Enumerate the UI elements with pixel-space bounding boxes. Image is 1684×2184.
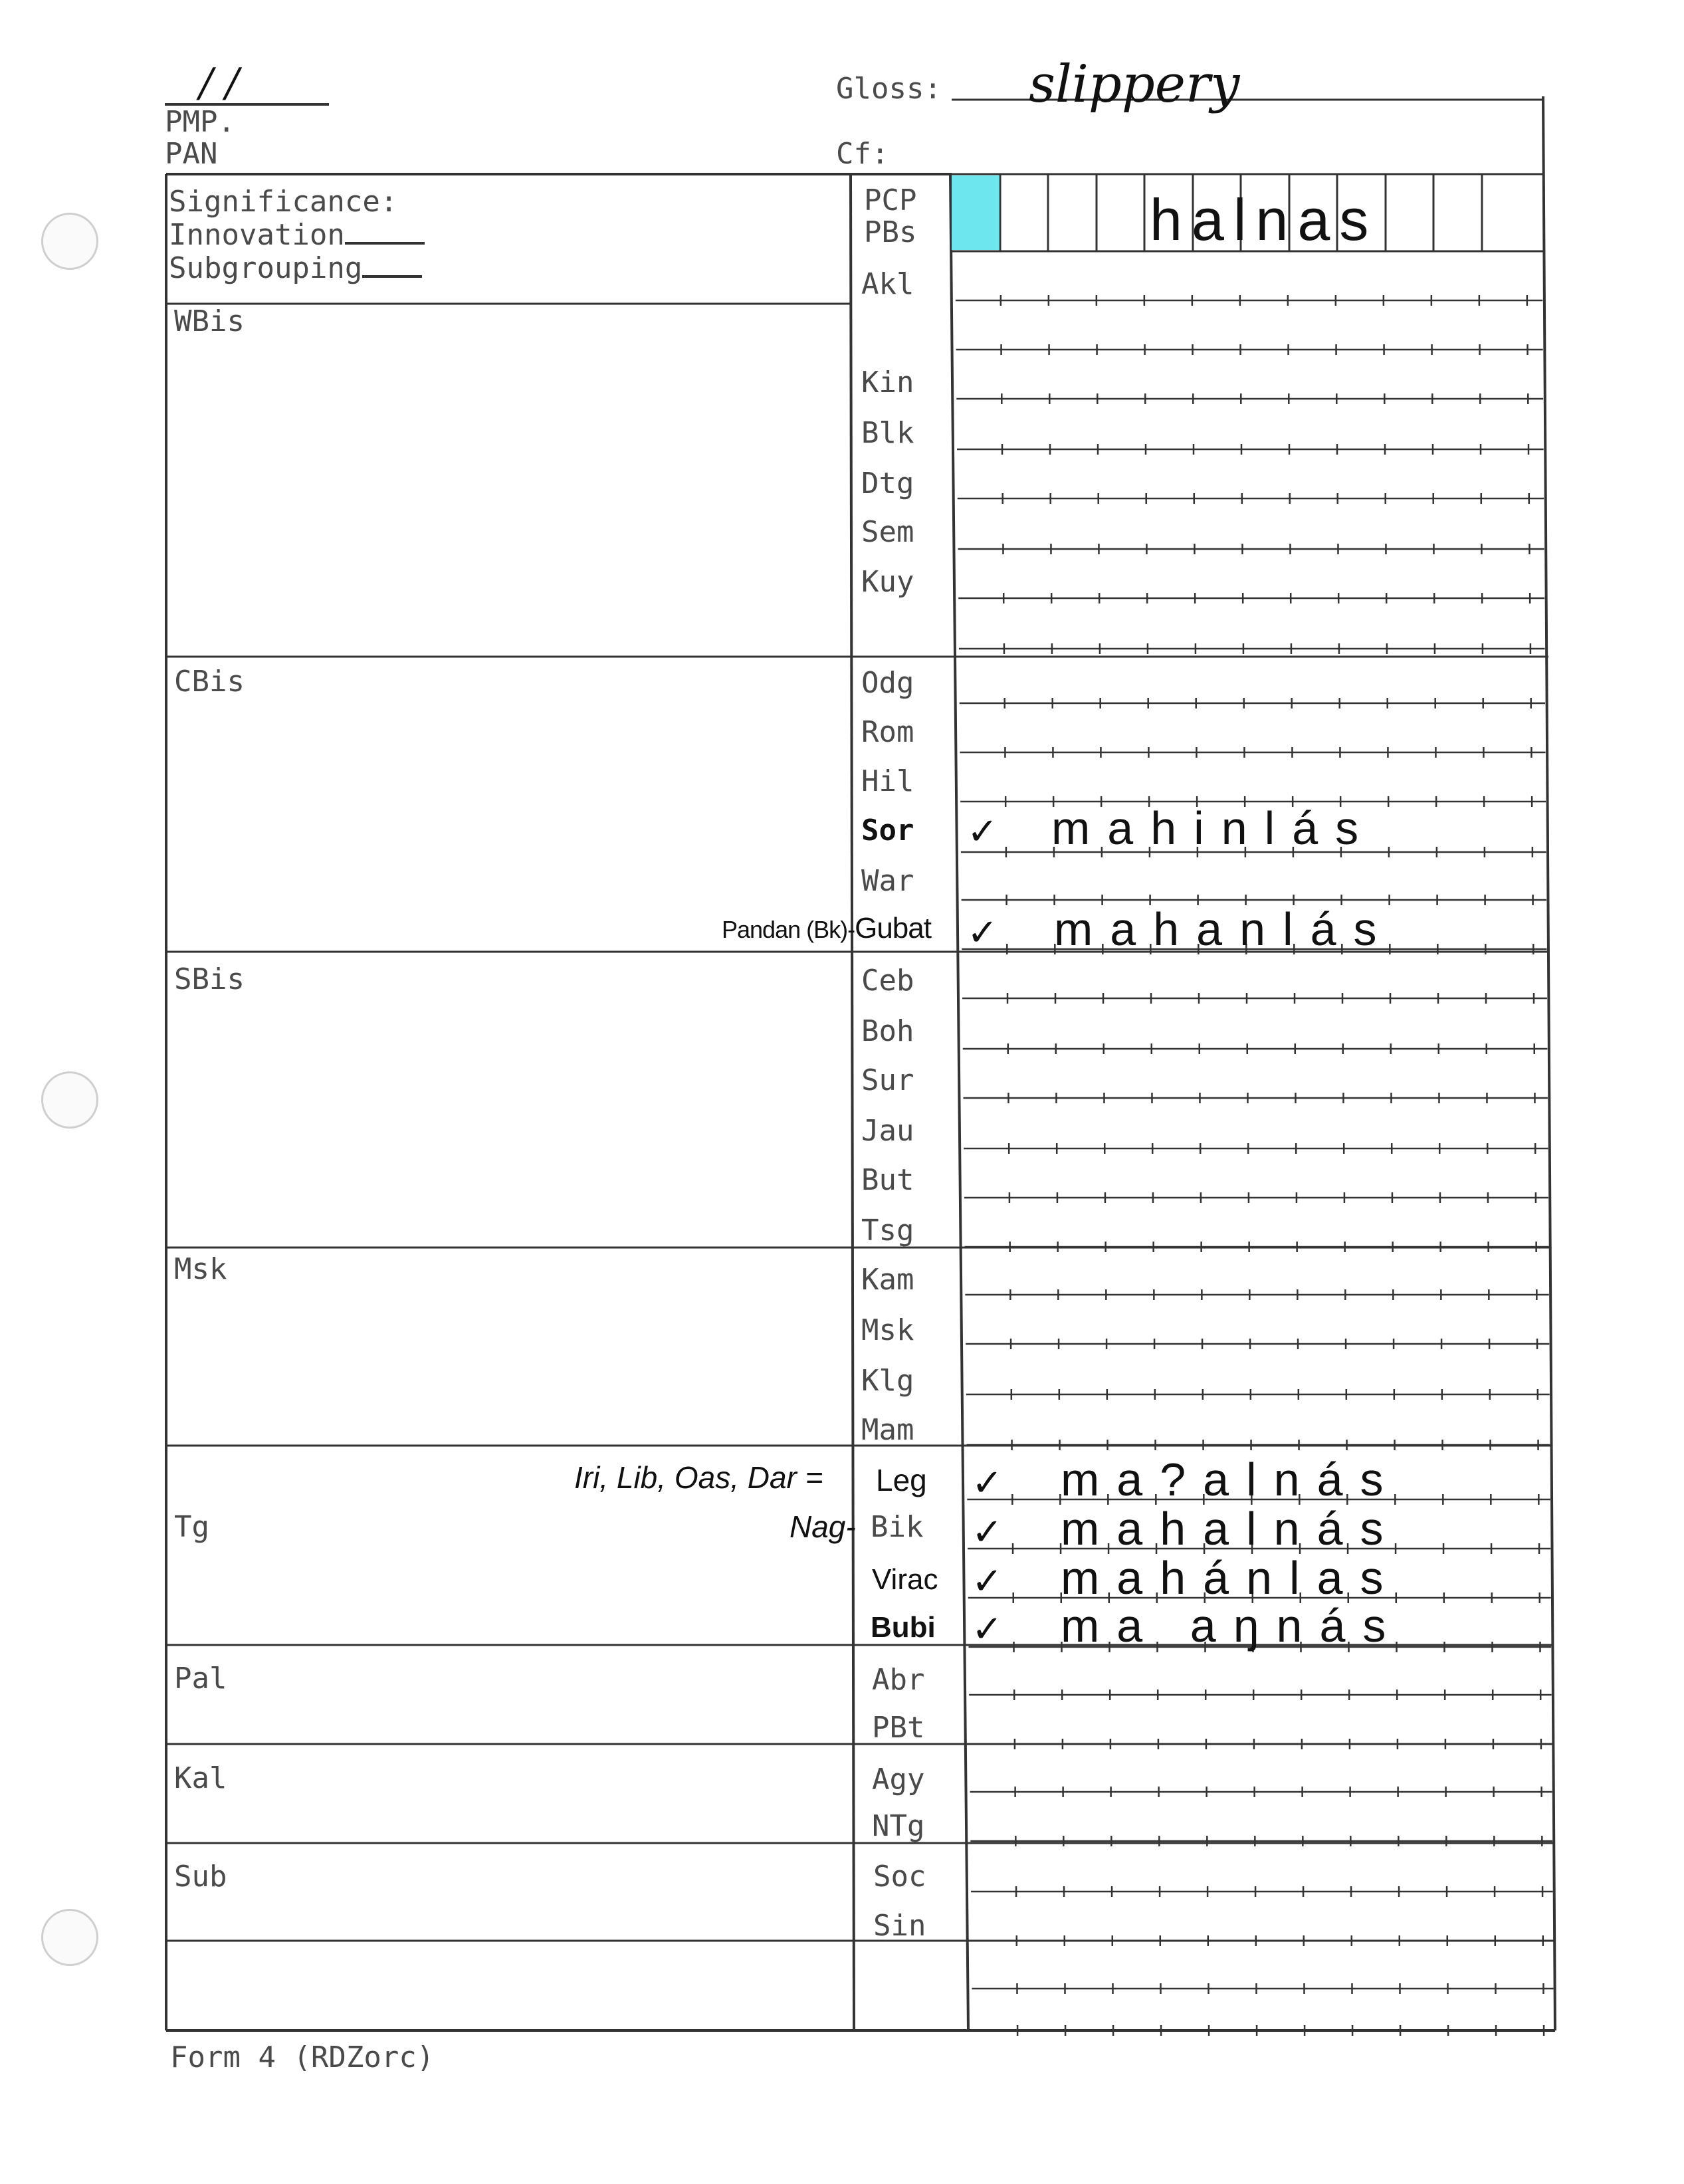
section-tg: Tg (174, 1510, 209, 1544)
lang-virac: Virac (872, 1563, 938, 1596)
check-gubat: ✓ (967, 911, 998, 953)
lang-tsg: Tsg (861, 1214, 914, 1248)
pbs-label: PBs (864, 215, 917, 249)
lang-ntg: NTg (872, 1809, 925, 1843)
lang-akl: Akl (861, 267, 914, 301)
significance-label: Significance: (169, 185, 398, 219)
lang-abr: Abr (872, 1663, 925, 1697)
lang-sur: Sur (861, 1063, 914, 1097)
check-virac: ✓ (972, 1560, 1003, 1602)
gloss-value: slippery (1029, 55, 1240, 114)
lang-msk: Msk (861, 1313, 914, 1347)
entry-bubi: ma aŋnás (1061, 1600, 1404, 1652)
section-sub: Sub (174, 1860, 227, 1894)
section-wbis: WBis (174, 304, 245, 338)
pcp-label: PCP (864, 183, 917, 217)
lang-mam: Mam (861, 1413, 914, 1447)
section-pal: Pal (174, 1662, 227, 1695)
lang-war: War (861, 864, 914, 898)
annotation-leg: Iri, Lib, Oas, Dar = (574, 1460, 823, 1495)
date-field: / / (199, 60, 239, 106)
entry-leg: ma?alnás (1061, 1454, 1401, 1505)
pan-label: PAN (165, 137, 218, 171)
section-sbis: SBis (174, 962, 245, 996)
lang-rom: Rom (861, 715, 914, 749)
lang-boh: Boh (861, 1014, 914, 1048)
lang-but: But (861, 1163, 914, 1197)
check-bik: ✓ (972, 1511, 1003, 1553)
check-bubi: ✓ (972, 1608, 1003, 1650)
lang-leg: Leg (876, 1463, 927, 1497)
lang-kuy: Kuy (861, 565, 914, 599)
cf-label: Cf: (836, 137, 889, 171)
lang-odg: Odg (861, 666, 914, 700)
lang-kin: Kin (861, 366, 914, 399)
entry-virac: mahánlas (1061, 1552, 1401, 1604)
reconstruction-value: halnas (1150, 187, 1378, 253)
entry-bik: mahalnás (1061, 1503, 1401, 1555)
section-msk: Msk (174, 1252, 227, 1286)
lang-gubat-label: Gubat (855, 912, 931, 944)
lang-bik: Bik (871, 1510, 924, 1544)
lang-jau: Jau (861, 1114, 914, 1148)
lang-hil: Hil (861, 764, 914, 798)
annotation-pandan: Pandan (Bk)- (722, 916, 855, 943)
lang-soc: Soc (873, 1860, 926, 1894)
pmp-label: PMP. (165, 105, 235, 139)
innovation-label: Innovation (169, 218, 425, 252)
form-footer: Form 4 (RDZorc) (170, 2040, 435, 2074)
section-kal: Kal (174, 1761, 227, 1795)
entry-sor: mahinlás (1051, 802, 1376, 854)
lang-ceb: Ceb (861, 964, 914, 998)
lang-klg: Klg (861, 1364, 914, 1398)
lang-sem: Sem (861, 515, 914, 549)
lang-sin: Sin (873, 1909, 926, 1943)
lang-agy: Agy (872, 1763, 925, 1797)
annotation-bik: Nag- (789, 1509, 856, 1544)
entry-gubat: mahanlás (1054, 903, 1394, 955)
gloss-label: Gloss: (836, 72, 942, 106)
lang-pbt: PBt (872, 1711, 925, 1745)
lang-gubat (722, 912, 931, 945)
check-leg: ✓ (972, 1462, 1003, 1503)
lang-kam: Kam (861, 1263, 914, 1297)
lang-bubi: Bubi (871, 1611, 936, 1644)
lang-blk: Blk (861, 416, 914, 450)
subgrouping-label: Subgrouping (169, 251, 422, 285)
lang-sor: Sor (861, 814, 914, 847)
check-sor: ✓ (967, 810, 998, 852)
section-cbis: CBis (174, 665, 245, 699)
lang-dtg: Dtg (861, 467, 914, 500)
